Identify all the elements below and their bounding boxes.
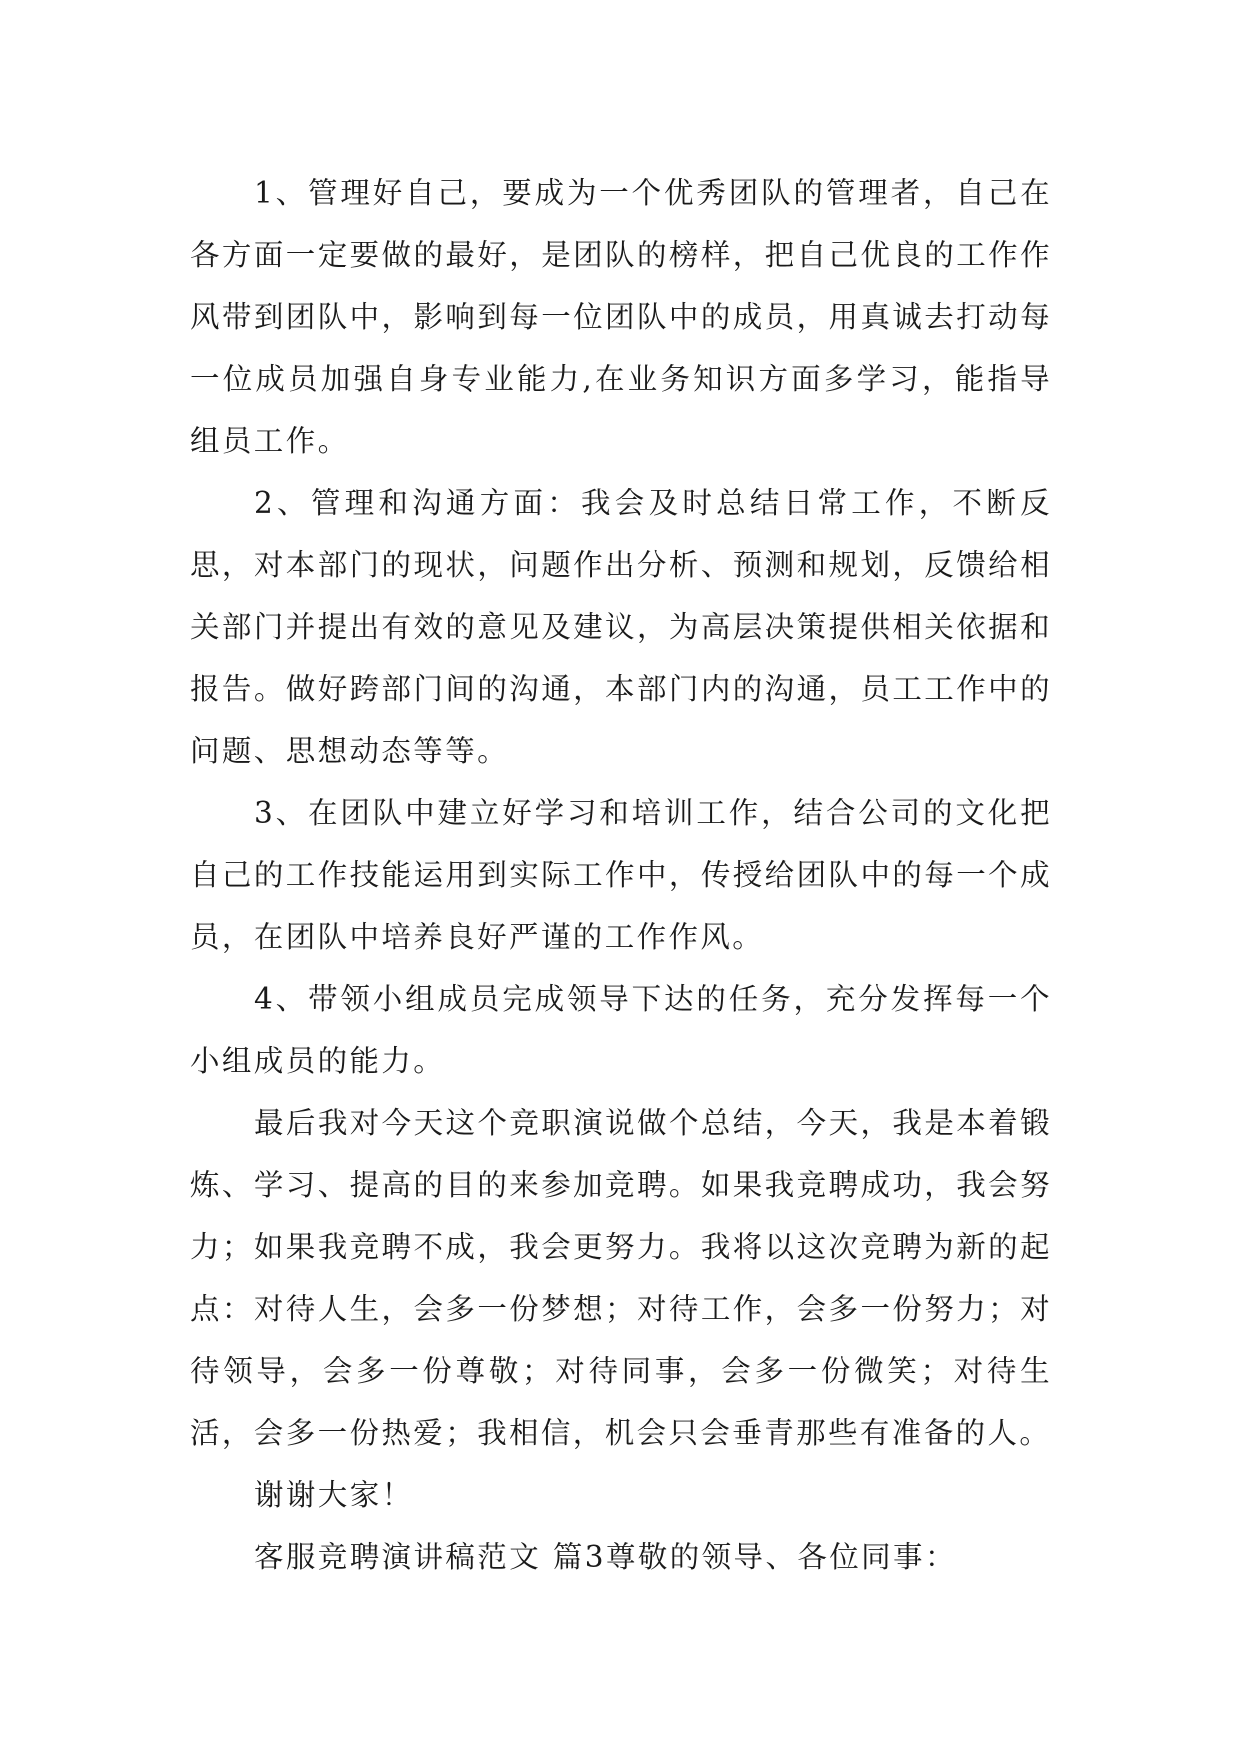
paragraph-5: 最后我对今天这个竞职演说做个总结，今天，我是本着锻炼、学习、提高的目的来参加竞聘。如果我竞聘成功，我会努力；如果我竞聘不成，我会更努力。我将以这次竞聘为新的起点：对待人生，会多一份梦想；对待工作，会多一份努力；对待领导，会多一份尊敬；对待同事，会多一份微笑；对待生活，会多一份热爱；我相信，机会只会垂青那些有准备的人。 — [190, 1106, 1052, 1450]
paragraph-3: 3、在团队中建立好学习和培训工作，结合公司的文化把自己的工作技能运用到实际工作中，传授给团队中的每一个成员，在团队中培养良好严谨的工作作风。 — [190, 796, 1052, 954]
paragraph-2: 2、管理和沟通方面：我会及时总结日常工作，不断反思，对本部门的现状，问题作出分析、预测和规划，反馈给相关部门并提出有效的意见及建议，为高层决策提供相关依据和报告。做好跨部门间的沟通，本部门内的沟通，员工工作中的问题、思想动态等等。 — [190, 486, 1052, 768]
paragraph-7: 客服竞聘演讲稿范文 篇3尊敬的领导、各位同事： — [254, 1540, 957, 1574]
document-page — [190, 162, 1052, 1588]
paragraph-6: 谢谢大家！ — [254, 1478, 414, 1512]
paragraph-4: 4、带领小组成员完成领导下达的任务，充分发挥每一个小组成员的能力。 — [190, 982, 1052, 1078]
paragraph-1: 1、管理好自己，要成为一个优秀团队的管理者，自己在各方面一定要做的最好，是团队的榜样，把自己优良的工作作风带到团队中，影响到每一位团队中的成员，用真诚去打动每一位成员加强自身专业能力,在业务知识方面多学习，能指导组员工作。 — [190, 176, 1052, 458]
